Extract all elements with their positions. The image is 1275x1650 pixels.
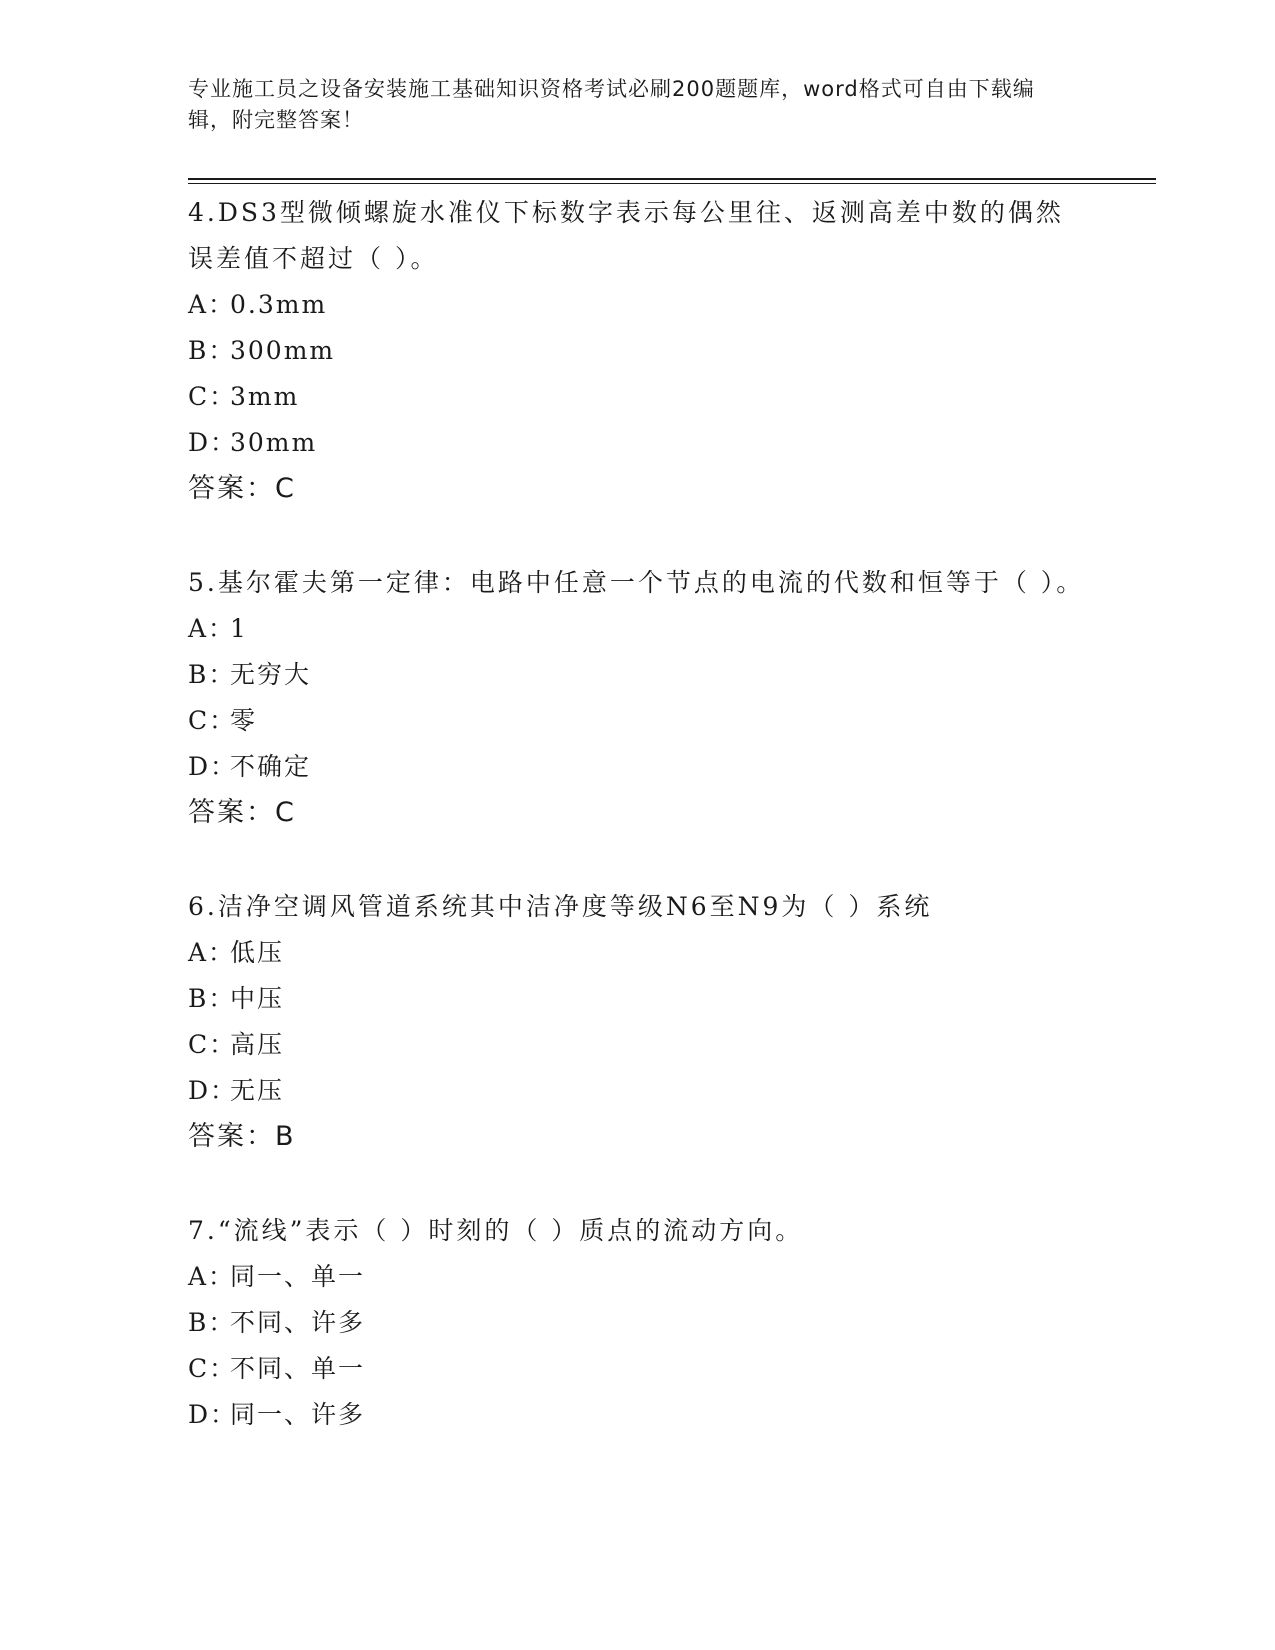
option-c (188, 698, 1088, 744)
option-c (188, 1346, 1088, 1392)
option-key: D： (188, 1076, 238, 1105)
option-d (188, 1068, 1088, 1114)
question-stem: 5.基尔霍夫第一定律：电路中任意一个节点的电流的代数和恒等于（ ）。 (188, 568, 1085, 597)
option-text: 同一、单一 (230, 1262, 366, 1291)
option-text: 3mm (230, 382, 300, 411)
option-text: 30mm (230, 428, 318, 457)
option-key: C： (188, 1354, 237, 1383)
option-a (188, 282, 1088, 328)
question-stem: 7.“流线”表示（ ）时刻的（ ）质点的流动方向。 (188, 1216, 804, 1245)
answer-line: 答案：C (188, 473, 296, 504)
question-5 (188, 560, 1088, 836)
option-key: D： (188, 752, 238, 781)
option-key: B： (188, 336, 236, 365)
option-key: A： (188, 1262, 236, 1291)
option-key: C： (188, 1030, 237, 1059)
answer-line: 答案：C (188, 797, 296, 828)
option-key: A： (188, 938, 236, 967)
option-b (188, 976, 1088, 1022)
option-text: 无穷大 (230, 660, 312, 689)
option-key: D： (188, 428, 238, 457)
header-divider-thick (188, 178, 1156, 180)
question-7 (188, 1208, 1088, 1438)
option-key: B： (188, 984, 236, 1013)
option-d (188, 420, 1088, 466)
option-key: C： (188, 706, 237, 735)
option-a (188, 1254, 1088, 1300)
option-text: 不同、许多 (230, 1308, 366, 1337)
option-key: B： (188, 660, 236, 689)
option-key: C： (188, 382, 237, 411)
option-text: 中压 (230, 984, 285, 1013)
option-text: 1 (230, 614, 248, 643)
option-key: A： (188, 290, 236, 319)
question-list (188, 190, 1088, 1486)
option-b (188, 328, 1088, 374)
question-stem: 6.洁净空调风管道系统其中洁净度等级N6至N9为（ ）系统 (188, 892, 933, 921)
option-text: 同一、许多 (230, 1400, 366, 1429)
answer-line: 答案：B (188, 1121, 296, 1152)
question-4 (188, 190, 1088, 512)
option-text: 不同、单一 (230, 1354, 366, 1383)
option-a (188, 930, 1088, 976)
option-d (188, 1392, 1088, 1438)
option-c (188, 1022, 1088, 1068)
option-text: 不确定 (230, 752, 312, 781)
question-stem: 4.DS3型微倾螺旋水准仪下标数字表示每公里往、返测高差中数的偶然误差值不超过（ ）。 (188, 198, 1064, 273)
document-header: 专业施工员之设备安装施工基础知识资格考试必刷200题题库，word格式可自由下载编辑，附完整答案！ (188, 77, 1035, 132)
option-text: 低压 (230, 938, 285, 967)
option-c (188, 374, 1088, 420)
option-b (188, 1300, 1088, 1346)
option-text: 无压 (230, 1076, 285, 1105)
option-b (188, 652, 1088, 698)
option-key: A： (188, 614, 236, 643)
option-key: D： (188, 1400, 238, 1429)
question-6 (188, 884, 1088, 1160)
option-key: B： (188, 1308, 236, 1337)
option-a (188, 606, 1088, 652)
option-text: 0.3mm (230, 290, 328, 319)
option-d (188, 744, 1088, 790)
option-text: 高压 (230, 1030, 285, 1059)
option-text: 300mm (230, 336, 336, 365)
header-divider-thin (188, 183, 1156, 184)
option-text: 零 (230, 706, 258, 735)
